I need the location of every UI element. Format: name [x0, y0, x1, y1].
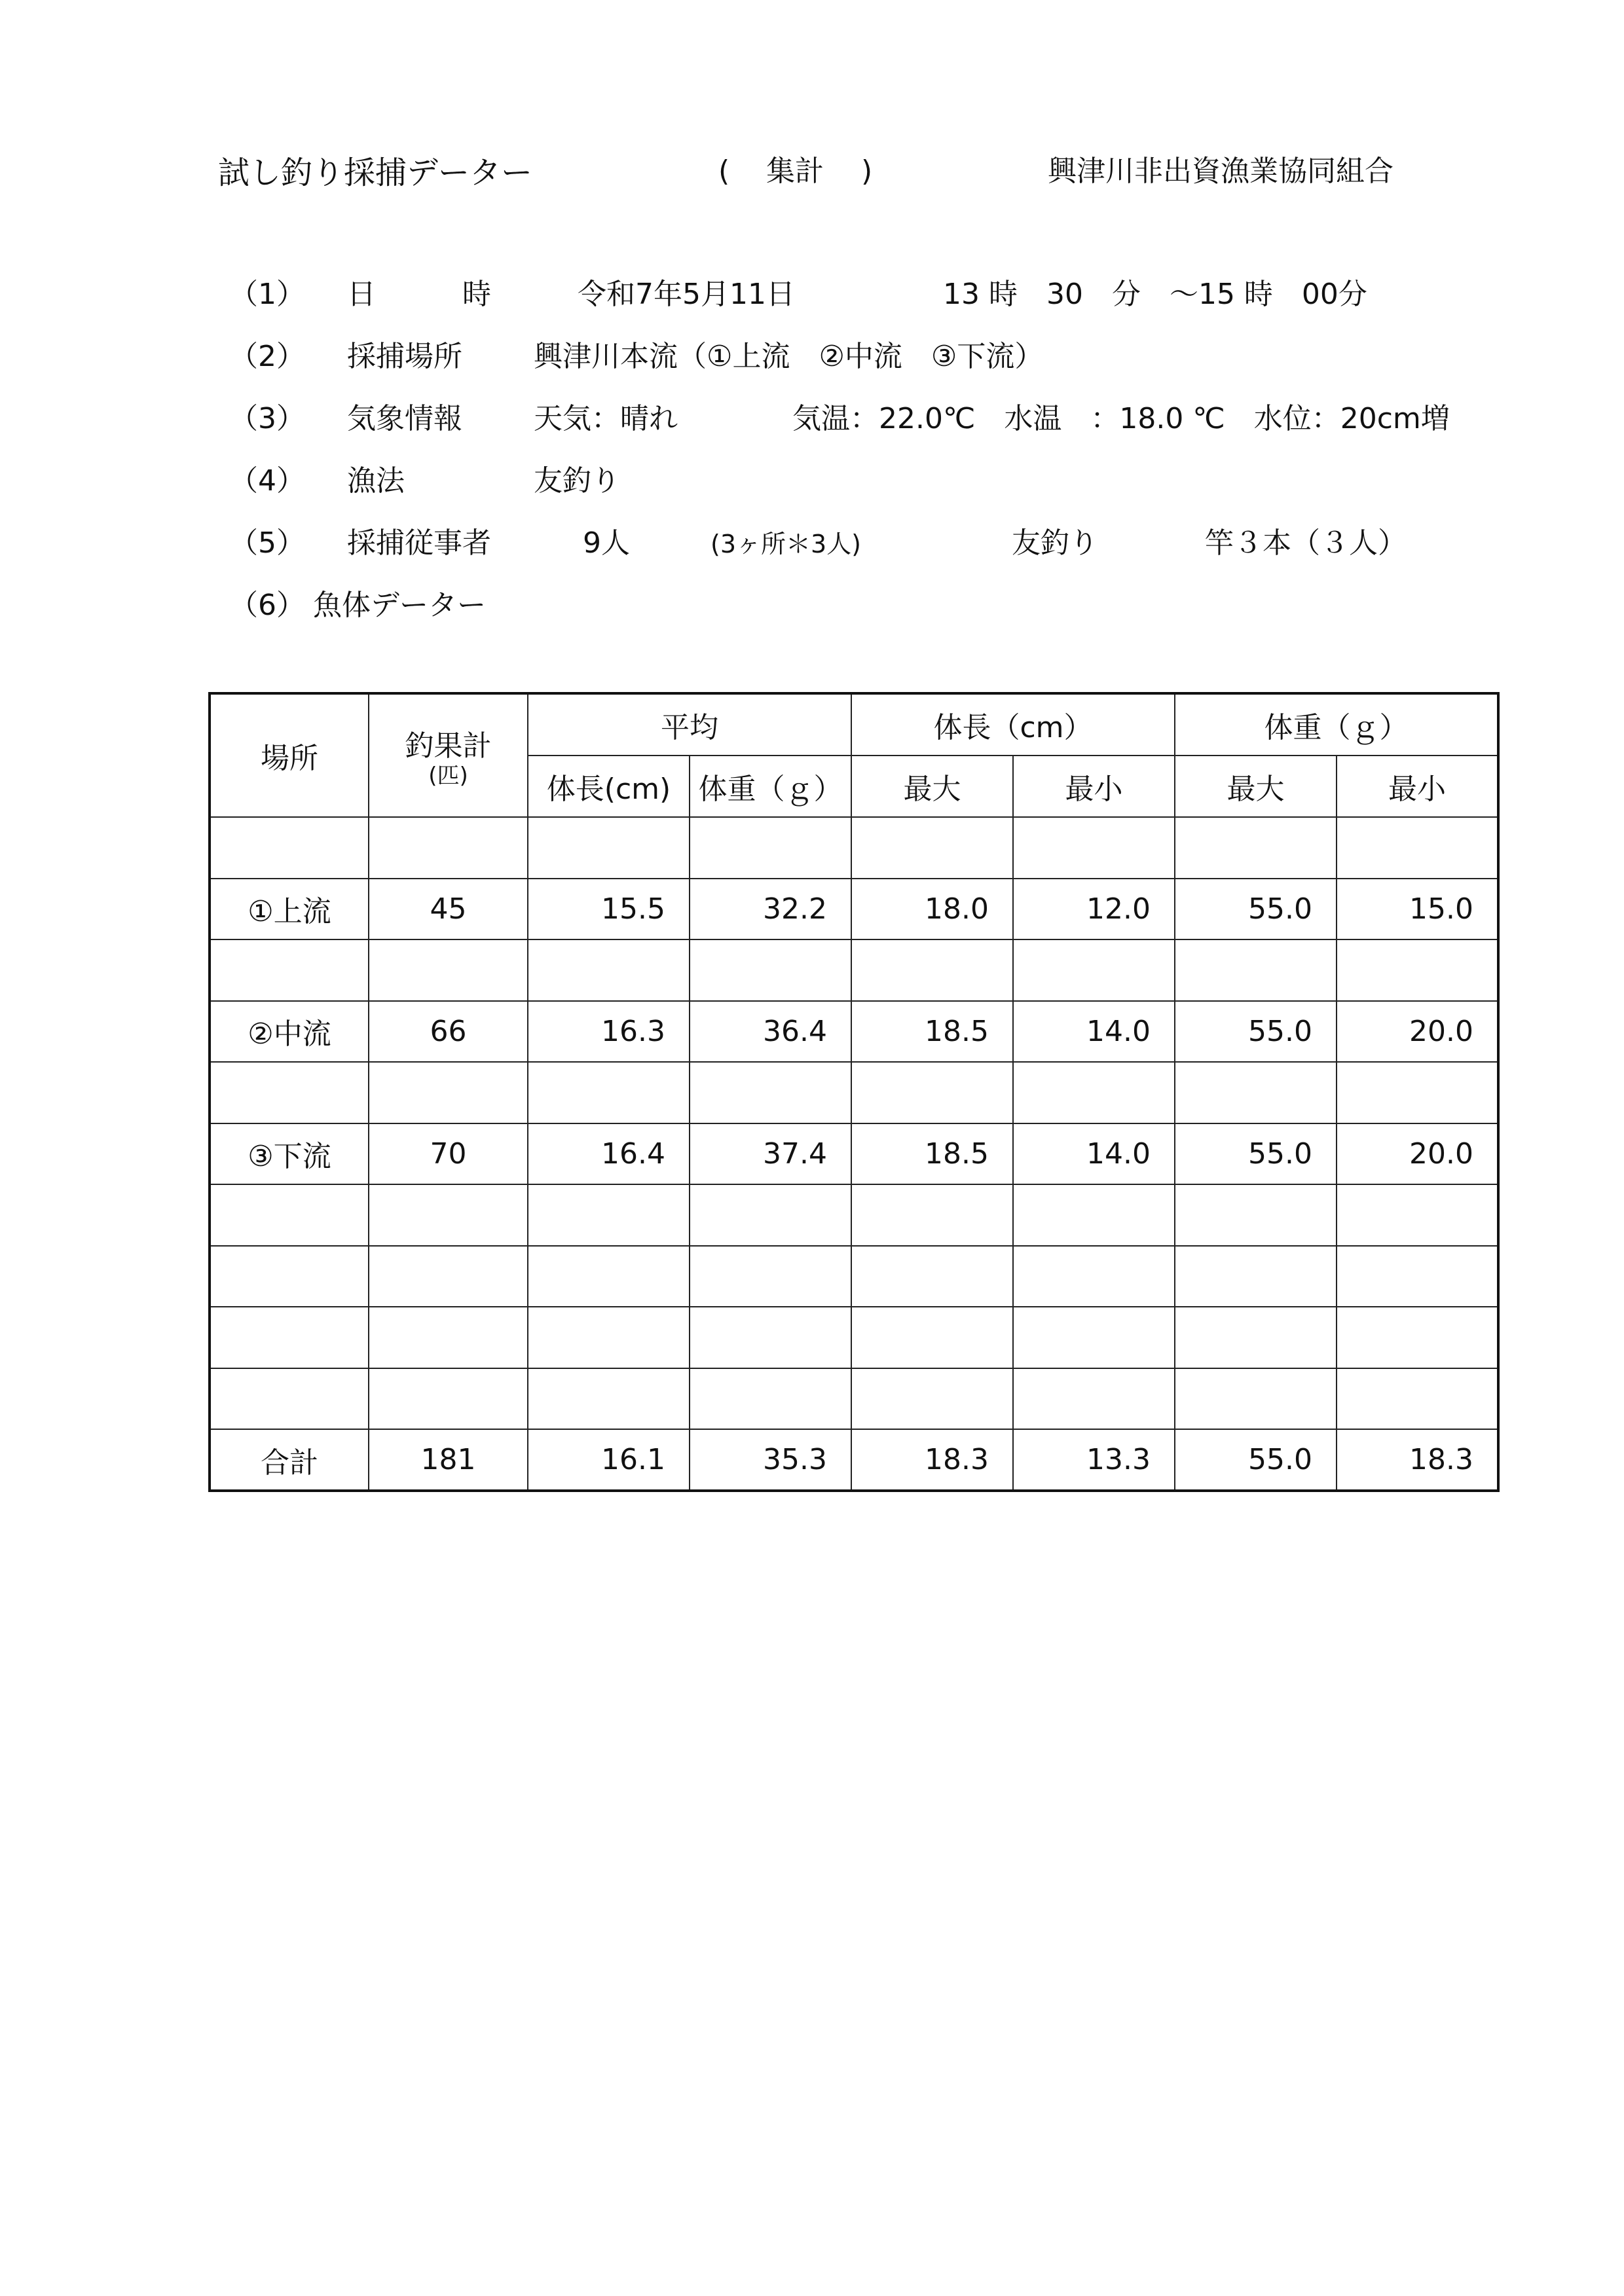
info-2-num: （2）	[229, 340, 305, 373]
total-wt-min: 18.3	[1337, 1429, 1498, 1491]
info-5-rods: 竿３本（３人）	[1205, 526, 1407, 560]
cell-wt-max: 55.0	[1175, 1123, 1337, 1185]
header-avg-weight: 体重（ｇ）	[690, 756, 851, 818]
cell-place: ①上流	[210, 879, 369, 940]
total-avg-length: 16.1	[528, 1429, 690, 1491]
table-row-empty	[210, 1307, 1498, 1368]
cell-len-max: 18.5	[851, 1123, 1013, 1185]
document-title: 試し釣り採捕データー	[218, 155, 533, 191]
total-place: 合計	[210, 1429, 369, 1491]
cell-len-max: 18.5	[851, 1001, 1013, 1063]
info-4-value: 友釣り	[534, 464, 620, 498]
table-row-empty	[210, 1184, 1498, 1246]
info-6-num: （6）	[229, 589, 305, 622]
table-total-row	[210, 1429, 1498, 1491]
cell-len-min: 14.0	[1013, 1123, 1175, 1185]
table-row	[210, 1001, 1498, 1063]
header-catch	[369, 693, 528, 817]
info-3-num: （3）	[229, 402, 305, 435]
cell-avg-length: 16.4	[528, 1123, 690, 1185]
cell-len-min: 14.0	[1013, 1001, 1175, 1063]
info-1-date: 令和7年5月11日	[578, 278, 795, 311]
info-6-label: 魚体データー	[313, 589, 486, 622]
info-2-value: 興津川本流（①上流 ②中流 ③下流）	[534, 340, 1044, 373]
info-3-temps: 気温：22.0℃ 水温 ：18.0 ℃ 水位：20cm増	[792, 402, 1450, 435]
header-wt-min: 最小	[1337, 756, 1498, 818]
info-1-time: 13 時 30 分 ～15 時 00分	[943, 278, 1367, 311]
cell-avg-weight: 37.4	[690, 1123, 851, 1185]
info-5-count: 9人	[583, 526, 630, 560]
cell-wt-max: 55.0	[1175, 1001, 1337, 1063]
table-row-empty	[210, 1246, 1498, 1307]
cell-avg-length: 15.5	[528, 879, 690, 940]
header-len-max: 最大	[851, 756, 1013, 818]
info-5-num: （5）	[229, 526, 305, 560]
cell-wt-min: 20.0	[1337, 1123, 1498, 1185]
header-wt-max: 最大	[1175, 756, 1337, 818]
paren-open: (	[718, 155, 730, 188]
cell-avg-length: 16.3	[528, 1001, 690, 1063]
header-weight-group: 体重（ｇ）	[1175, 693, 1498, 756]
fish-data-table	[208, 692, 1500, 1492]
table-header-row	[210, 693, 1498, 756]
paren-close: )	[861, 155, 873, 188]
info-5-method: 友釣り	[1012, 526, 1098, 560]
summary-label: 集計	[766, 155, 824, 188]
header-avg-length: 体長(cm)	[528, 756, 690, 818]
header-place: 場所	[210, 693, 369, 817]
header-average: 平均	[528, 693, 851, 756]
cell-avg-weight: 32.2	[690, 879, 851, 940]
total-avg-weight: 35.3	[690, 1429, 851, 1491]
header-len-min: 最小	[1013, 756, 1175, 818]
header-length-group: 体長（cm）	[851, 693, 1175, 756]
table-row	[210, 879, 1498, 940]
table-row-empty	[210, 1062, 1498, 1123]
total-len-min: 13.3	[1013, 1429, 1175, 1491]
info-1-label: 日 時	[347, 278, 491, 311]
info-2-label: 採捕場所	[347, 340, 462, 373]
cell-catch: 70	[369, 1123, 528, 1185]
cell-place: ②中流	[210, 1001, 369, 1063]
table-row	[210, 1123, 1498, 1185]
cell-len-max: 18.0	[851, 879, 1013, 940]
total-wt-max: 55.0	[1175, 1429, 1337, 1491]
info-4-num: （4）	[229, 464, 305, 498]
cell-place: ③下流	[210, 1123, 369, 1185]
cell-wt-max: 55.0	[1175, 879, 1337, 940]
table-row-empty	[210, 817, 1498, 879]
info-4-label: 漁法	[347, 464, 405, 498]
info-1-num: （1）	[229, 278, 305, 311]
header-catch-label: 釣果計	[405, 729, 492, 763]
organization-name: 興津川非出資漁業協同組合	[1048, 155, 1393, 188]
total-len-max: 18.3	[851, 1429, 1013, 1491]
info-5-detail: (3ヶ所＊3人)	[710, 530, 862, 558]
table-row-empty	[210, 1368, 1498, 1430]
header-catch-unit: (匹)	[428, 763, 468, 790]
cell-catch: 45	[369, 879, 528, 940]
cell-wt-min: 20.0	[1337, 1001, 1498, 1063]
cell-avg-weight: 36.4	[690, 1001, 851, 1063]
cell-wt-min: 15.0	[1337, 879, 1498, 940]
info-5-label: 採捕従事者	[347, 526, 491, 560]
cell-catch: 66	[369, 1001, 528, 1063]
info-3-label: 気象情報	[347, 402, 462, 435]
total-catch: 181	[369, 1429, 528, 1491]
info-3-weather: 天気：晴れ	[534, 402, 678, 435]
cell-len-min: 12.0	[1013, 879, 1175, 940]
table-row-empty	[210, 939, 1498, 1001]
